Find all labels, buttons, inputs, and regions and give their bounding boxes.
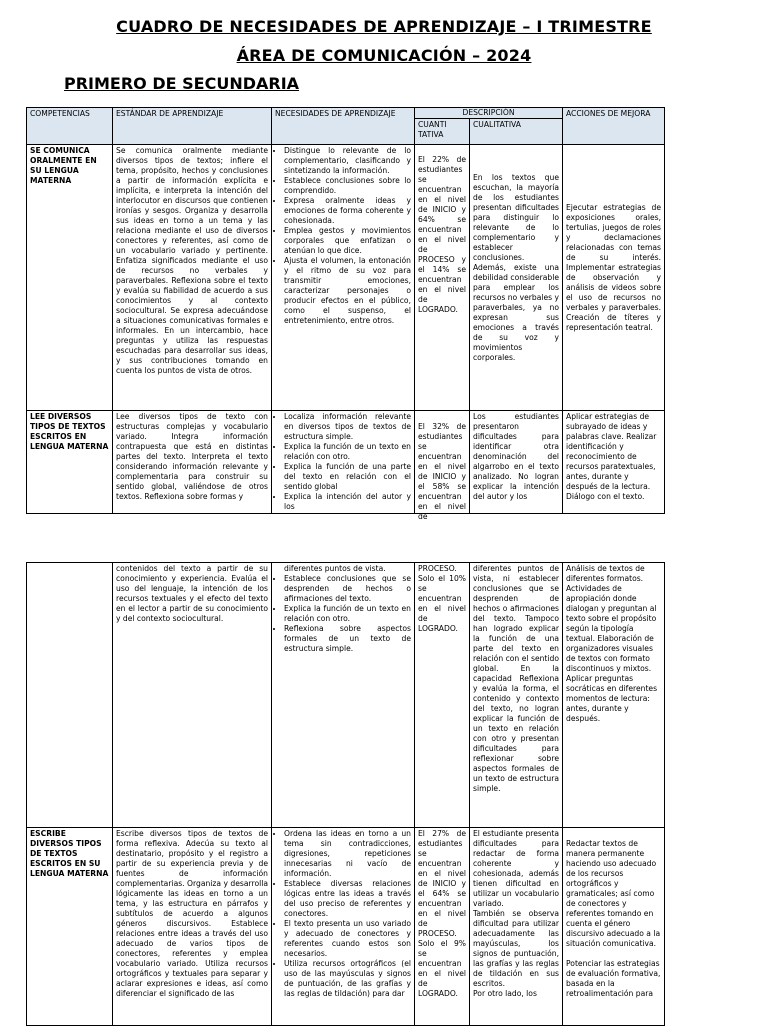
header-descripcion: DESCRIPCIÓN <box>415 108 563 119</box>
necesidades-cell <box>272 411 415 514</box>
list-item: • El texto presenta un uso variado y adecuado de conectores y referentes cuando estos son necesarios. <box>284 919 411 959</box>
list-item: Potenciar las estrategias de evaluación formativa, basada en la retroalimentación para <box>566 959 661 998</box>
list-item: • Utiliza recursos ortográficos (el uso de las mayúsculas y signos de puntuación, de las grafías y las reglas de tildación) para dar <box>284 959 411 999</box>
list-item: • Emplea gestos y movimientos corporales que enfatizan o atenúan lo que dice. <box>284 226 411 256</box>
needs-table-page-1 <box>26 107 665 521</box>
list-item: • Establece conclusiones sobre lo comprendido. <box>284 176 411 196</box>
necesidades-cell <box>272 828 415 1026</box>
cuantitativa-cell: El 22% de estudiantes se encuentran en el nivel de INICIO y 64% se encuentran en el nivel de PROCESO y el 14% se encuentran en el nivel de LOGRADO. <box>415 145 470 411</box>
necesidades-cell <box>272 145 415 411</box>
list-item: • Ordena las ideas en torno a un tema sin contradicciones, digresiones, repeticiones innecesarias ni vacío de información. <box>284 829 411 879</box>
cualitativa-cell: Los estudiantes presentaron dificultades para identificar otra denominación del algarrobo en el texto analizado. No logran explicar la intención del autor y los <box>470 411 563 514</box>
list-item: • Reflexiona sobre aspectos formales de un texto de estructura simple. <box>284 624 411 654</box>
list-item: • Expresa oralmente ideas y emociones de forma coherente y cohesionada. <box>284 196 411 226</box>
list-item: • Distingue lo relevante de lo complementario, clasificando y sintetizando la información. <box>284 146 411 176</box>
table-row <box>27 563 665 828</box>
header-cuantitativa: CUANTI TATIVA <box>415 119 470 145</box>
header-acciones: ACCIONES DE MEJORA <box>563 108 665 145</box>
acciones-cell: Ejecutar estrategias de exposiciones orales, tertulias, juegos de roles y declamaciones relacionadas con temas de su interés. Implementar estrategias de observación y análisis de videos sobre el uso de recursos no verbales y paraverbales. Creación de títeres y representación teatral. <box>563 145 665 411</box>
header-competencias: COMPETENCIAS <box>27 108 113 145</box>
competencia-lectura: LEE DIVERSOS TIPOS DE TEXTOS ESCRITOS EN LENGUA MATERNA <box>27 411 113 514</box>
list-item: • Explica la función de una parte del texto en relación con el sentido global <box>284 462 411 492</box>
list-item: • Explica la función de un texto en relación con otro. <box>284 604 411 624</box>
document-subtitle: ÁREA DE COMUNICACIÓN – 2024 <box>236 46 532 65</box>
list-item: • Explica la función de un texto en relación con otro. <box>284 442 411 462</box>
table-row <box>27 145 665 411</box>
table-row <box>27 411 665 514</box>
list-item: Redactar textos de manera permanente haciendo uso adecuado de los recursos ortográficos y gramaticales; así como de conectores y referentes tomando en cuenta el género discursivo adecuado a la situación comunicativa. <box>566 839 661 948</box>
header-estandar: ESTÁNDAR DE APRENDIZAJE <box>113 108 272 145</box>
cuantitativa-cell: El 32% de estudiantes se encuentran en el nivel de INICIO y el 58% se encuentran en el nivel de <box>415 411 470 514</box>
list-item: • Ajusta el volumen, la entonación y el ritmo de su voz para transmitir emociones, caracterizar personajes o producir efectos en el público, como el suspenso, el entretenimiento, entre otros. <box>284 256 411 326</box>
list-item: Por otro lado, los <box>473 989 537 998</box>
cuantitativa-cell: PROCESO. Solo el 10% se encuentran en el nivel de LOGRADO. <box>415 563 470 828</box>
list-item: El estudiante presenta dificultades para redactar de forma coherente y cohesionada, además tienen dificultad en utilizar un vocabulario variado. <box>473 829 559 908</box>
estandar-cell: Lee diversos tipos de texto con estructuras complejas y vocabulario variado. Integra información contrapuesta que está en distintas partes del texto. Interpreta el texto considerando información relevante y complementaria para construir su sentido global, valiéndose de otros textos. Reflexiona sobre formas y <box>113 411 272 514</box>
list-item: • Localiza información relevante en diversos tipos de textos de estructura simple. <box>284 412 411 442</box>
acciones-cell <box>563 828 665 1026</box>
cualitativa-cell <box>470 828 563 1026</box>
competencia-lectura-cont <box>27 563 113 828</box>
cualitativa-cell: diferentes puntos de vista, ni establecer conclusiones que se desprenden de hechos o afirmaciones del texto. Tampoco han logrado explicar la función de una parte del texto en relación con el sentido global. En la capacidad Reflexiona y evalúa la forma, el contenido y contexto del texto, no logran explicar la función de un texto en relación con otro y presentan dificultades para reflexionar sobre aspectos formales de un texto de estructura simple. <box>470 563 563 828</box>
list-item: • Establece conclusiones que se desprenden de hechos o afirmaciones del texto. <box>284 574 411 604</box>
needs-table-page-2 <box>26 562 665 1026</box>
header-cualitativa: CUALITATIVA <box>470 119 563 145</box>
cualitativa-cell: En los textos que escuchan, la mayoría de los estudiantes presentan dificultades para distinguir lo relevante de lo complementario y establecer conclusiones. Además, existe una debilidad considerable para emplear los recursos no verbales y paraverbales, ya no expresan sus emociones a través de su voz y movimientos corporales. <box>470 145 563 411</box>
header-necesidades: NECESIDADES DE APRENDIZAJE <box>272 108 415 145</box>
list-item: También se observa dificultad para utilizar adecuadamente las mayúsculas, los signos de puntuación, las grafías y las reglas de tildación en sus escritos. <box>473 909 559 988</box>
list-item: diferentes puntos de vista. <box>284 564 386 573</box>
cuantitativa-cell: El 27% de estudiantes se encuentran en el nivel de INICIO y el 64% se encuentran en el nivel de PROCESO. Solo el 9% se encuentran en el nivel de LOGRADO. <box>415 828 470 1026</box>
competencia-escritura: ESCRIBE DIVERSOS TIPOS DE TEXTOS ESCRITOS EN SU LENGUA MATERNA <box>27 828 113 1026</box>
acciones-cell: Análisis de textos de diferentes formatos. Actividades de apropiación donde dialogan y preguntan al texto sobre el propósito según la tipología textual. Elaboración de organizadores visuales de textos con formato discontinuos y mixtos. Aplicar preguntas socráticas en diferentes momentos de lectura: antes, durante y después. <box>563 563 665 828</box>
estandar-cell: contenidos del texto a partir de su conocimiento y experiencia. Evalúa el uso del lenguaje, la intención de los recursos textuales y el efecto del texto en el lector a partir de su conocimiento y del contexto sociocultural. <box>113 563 272 828</box>
list-item: • Establece diversas relaciones lógicas entre las ideas a través del uso preciso de referentes y conectores. <box>284 879 411 919</box>
acciones-cell: Aplicar estrategias de subrayado de ideas y palabras clave. Realizar identificación y reconocimiento de recursos paratextuales, antes, durante y después de la lectura. Diálogo con el texto. <box>563 411 665 514</box>
table-row <box>27 828 665 1026</box>
estandar-cell: Se comunica oralmente mediante diversos tipos de textos; infiere el tema, propósito, hechos y conclusiones a partir de información explícita e implícita, e interpreta la intención del interlocutor en discursos que contienen ironías y sesgos. Organiza y desarrolla sus ideas en torno a un tema y las relaciona mediante el uso de diversos conectores y referentes, así como de un vocabulario variado y pertinente. Enfatiza significados mediante el uso de recursos no verbales y paraverbales. Reflexiona sobre el texto y evalúa su fiabilidad de acuerdo a sus conocimientos y al contexto sociocultural. Se expresa adecuándose a situaciones comunicativas formales e informales. En un intercambio, hace preguntas y utiliza las respuestas escuchadas para desarrollar sus ideas, y sus contribuciones tomando en cuenta los puntos de vista de otros. <box>113 145 272 411</box>
competencia-oral: SE COMUNICA ORALMENTE EN SU LENGUA MATERNA <box>27 145 113 411</box>
necesidades-cell <box>272 563 415 828</box>
document-title: CUADRO DE NECESIDADES DE APRENDIZAJE – I TRIMESTRE <box>116 17 652 36</box>
grade-title: PRIMERO DE SECUNDARIA <box>64 74 300 93</box>
list-item: • Explica la intención del autor y los <box>284 492 411 512</box>
estandar-cell: Escribe diversos tipos de textos de forma reflexiva. Adecúa su texto al destinatario, propósito y el registro a partir de su experiencia previa y de fuentes de información complementarias. Organiza y desarrolla lógicamente las ideas en torno a un tema, y las estructura en párrafos y subtítulos de acuerdo a algunos géneros discursivos. Establece relaciones entre ideas a través del uso adecuado de varios tipos de conectores, referentes y emplea vocabulario variado. Utiliza recursos ortográficos y textuales para separar y aclarar expresiones e ideas, así como diferenciar el significado de las <box>113 828 272 1026</box>
